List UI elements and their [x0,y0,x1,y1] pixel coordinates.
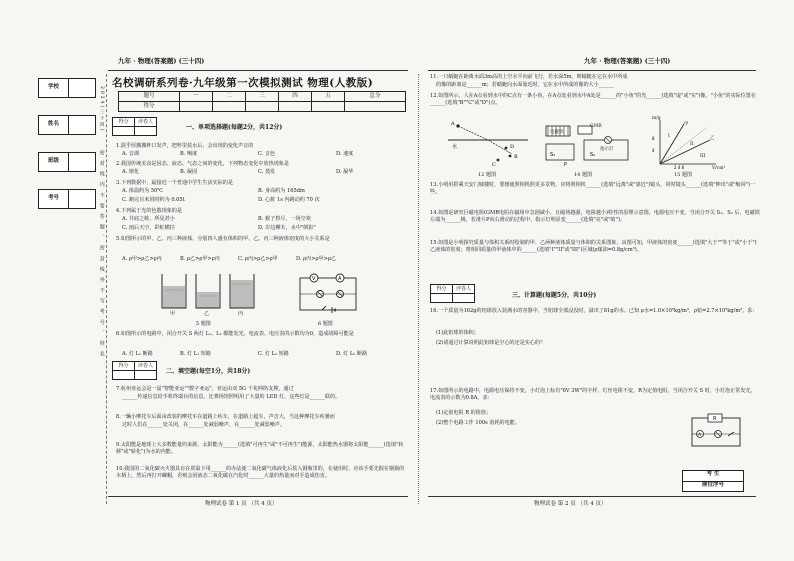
fig14-gmr-label: GMR [590,124,602,129]
question-11-cont: 的像的距离是______m；若蜻蜓向水面靠近时，它在水中所成的像的大小______ [436,82,615,88]
score-header-cell: 总分 [345,92,406,102]
question-5: 5.如图所示的甲、乙、丙三种液体，分别四人盛有体积的甲、乙、丙三种液体密度的大小关系是 [116,236,330,242]
q1-option-c: C. 音色 [258,151,276,157]
grader-score-cell[interactable] [113,127,135,136]
q4-option-a: A. 井底之蛙，所见甚小 [122,216,175,222]
svg-text:D: D [510,144,515,150]
question-16-part-1: (1)此铝球的体积； [436,330,479,336]
q3-option-a: A. 体温约为 50℃ [122,188,164,194]
header-rule-left [108,70,408,71]
beaker-yi [196,274,220,308]
q4-option-b: B. 猴子捞月，一场空欢 [258,216,311,222]
score-cell[interactable] [212,102,245,112]
question-6: 6.如图所示的电路中，闭合开关 S 两灯 L₁、L₂ 都能发光，电流表、电压表的示数均为0，造成故障可能是 [116,331,354,337]
figure-14-gmr-circuit [544,122,634,168]
beaker-jia [162,274,186,308]
score-header-cell: 五 [312,92,345,102]
svg-text:8: 8 [652,136,655,141]
q2-option-a: A. 熔化 [122,169,140,175]
school-label: 学校 [39,79,69,97]
fig15-series-jia: 甲 [684,122,689,127]
score-cell[interactable] [245,102,278,112]
q5-option-d: D. ρ丙>ρ甲>ρ乙 [296,256,336,262]
figure-12-caption: 12 题图 [478,172,496,178]
q1-option-a: A. 音调 [122,151,140,157]
fig15-region-1: I [668,134,670,139]
name-box[interactable] [38,115,96,135]
q2-option-c: C. 蒸发 [258,169,276,175]
svg-text:R: R [713,416,717,422]
grader-name-label: 评卷人 [453,285,475,294]
question-9: 9.太阳能是地球上大多数能量的来源，太阳能为______(选填"可再生"或"不可再生")能源，太阳能热水器将太阳能______(选填"转移"或"转化")为水的内能。 [116,442,404,455]
figure-17-circuit [690,412,744,452]
score-header-cell: 四 [279,92,312,102]
footer-rule-right [428,496,756,497]
q3-option-b: B. 身高约为 165dm [258,188,305,194]
svg-text:S₁: S₁ [550,152,556,158]
grader-name-cell[interactable] [135,371,157,380]
question-12: 12.如图所示，人在A点看到水中的C点有一条小鱼，在A点处看到水中A处是______的"小鱼"的光______(选填"虚"或"实")像，"小鱼"的实际位置在______(选填"B""C"或"D")点。 [430,93,756,106]
q2-option-b: B. 凝固 [180,169,198,175]
beaker-label-bing: 丙 [238,311,244,317]
section-1-heading: 一、单项选择题(每题2分，共12分) [186,124,283,131]
class-box[interactable] [38,152,96,172]
fig14-electromagnet-label: 电磁铁 [550,130,564,135]
q4-option-d: D. 岸边柳木，水中"倒影" [258,225,316,231]
score-cell[interactable] [312,102,345,112]
q4-option-c: C. 雨后天空，彩虹横挂 [122,225,175,231]
section-3-heading: 三、计算题(每题5分，共10分) [512,292,597,299]
question-16-part-2: (2)请通过计算说明此铝球是空心的还是实心的？ [436,340,546,346]
grader-name-cell[interactable] [453,294,475,303]
section-2-heading: 二、填空题(每空1分，共18分) [166,368,251,375]
seat-number-label: 座位序号 [701,482,724,488]
grader-box-2 [112,361,157,380]
answer-area-16[interactable] [436,350,756,384]
right-page-footer: 物理试卷 第 2 页 （共 4 页） [534,501,607,507]
question-13: 13.小明用搭乘天安门城楼时，要想使照相机照更多景物，应将照相机______(选填"远离"或"靠近")镜头，同时镜头______(选填"伸出"或"缩回")一些。 [430,182,756,195]
question-3: 3.下列数据中，最接近一个普通中学生生活实际的是 [116,180,233,186]
figure-12-refraction [448,120,530,168]
svg-text:A: A [338,276,342,282]
beaker-label-jia: 甲 [170,311,176,317]
q3-option-d: D. 心脏 1s 内跳动约 70 次 [258,197,320,203]
beaker-bing [230,274,254,308]
name-label: 姓名 [39,116,69,134]
q6-option-c: C. 灯 L₂ 短路 [258,351,289,357]
svg-text:P: P [564,162,568,168]
q3-option-c: C. 跑完百米用时约为 0.05t [122,197,185,203]
svg-text:B: B [514,154,518,160]
grader-score-label: 得分 [113,118,135,127]
figure-6-circuit [296,272,362,318]
svg-text:A: A [451,121,455,127]
figure-5-caption: 5 题图 [196,321,211,327]
answer-area-17[interactable] [436,430,676,464]
figure-15-caption: 15 题图 [674,172,692,178]
question-10: 10.我国的二氧化碳灭火器具有在常温下用______的办法使二氧化碳气体液化后装入钢瓶里的，在使用时，应该手要先握在钢瓶的木柄上，然后再打开螺帽，否则会因液态二氧化碳在汽化时______大量的热量而对手造成伤害。 [116,466,405,479]
q1-option-d: D. 速度 [336,151,354,157]
grader-box-3 [430,284,475,303]
grader-score-label: 得分 [431,285,453,294]
q1-option-b: B. 响度 [180,151,198,157]
left-page-header: 九年 · 物理(答案题) (三十四) [118,57,205,65]
grader-score-cell[interactable] [431,294,453,303]
q6-option-b: B. 灯 L₁ 短路 [180,351,211,357]
svg-text:4: 4 [652,148,655,153]
question-2: 2.我国传统美食是因态、液态、气态之间的变化，下列物态变化中放热现象是 [116,161,289,167]
switch-icon [322,306,326,310]
score-header-cell: 题号 [119,92,180,102]
figure-14-caption: 14 题图 [574,172,592,178]
beaker-label-yi: 乙 [204,311,210,317]
fig15-series-yi: 乙 [710,136,715,141]
q6-option-d: D. 灯 L₂ 断路 [336,351,368,357]
score-cell[interactable] [345,102,406,112]
footer-rule-left [108,496,408,497]
figure-6-caption: 6 题图 [318,321,333,327]
q6-option-a: A. 灯 L₁ 断路 [122,351,153,357]
grader-score-label: 得分 [113,362,135,371]
exam-number-box[interactable] [38,189,96,209]
question-1: 1.混乎厚搬搬杯口发声，把杯里装水后，会出现的变化声音的 [116,143,254,149]
school-box[interactable] [38,78,96,98]
fig15-x-label: V/cm³ [712,166,726,171]
candidate-label: 考 生 [683,471,743,482]
left-page-footer: 物理试卷 第 1 页 （共 4 页） [205,501,278,507]
score-header-cell: 一 [179,92,212,102]
svg-text:C: C [492,162,496,168]
grader-score-cell[interactable] [113,371,135,380]
right-page-header: 九年 · 物理(答案题) (三十四) [584,57,671,65]
svg-text:水: 水 [452,144,458,150]
svg-text:S₂: S₂ [590,152,596,158]
fig15-y-label: m/g [652,116,661,121]
q2-option-d: D. 凝华 [336,169,354,175]
question-8-cont: 过时人们在______处关闭，在______处减弱噪声，在______处减弱噪声。 [122,422,286,428]
question-16: 16.一个质量为162g的铝球放入装满水的容器中，当铝球全部浸没时，溢出了81g的水。已知 ρ水=1.0×10³kg/m³，ρ铝=2.7×10³kg/m³。求： [430,308,758,314]
candidate-seat-box[interactable] [682,470,744,492]
score-header-cell: 三 [245,92,278,102]
question-15: 15.如图是小明探究质量与体积关系时绘制的甲、乙两种液体质量与体积的关系图象，由图可知，甲液体的密度______(选填"大于""等于"或"小于")乙液体的密度；将相同质量的甲液体中的______(选填"I""II"或"III")区域(ρ煤油=0.8g/cm³)。 [430,240,757,253]
fig15-region-2: II [690,142,694,147]
grader-name-label: 评卷人 [135,118,157,127]
score-table [118,91,406,112]
vertical-code: 2024(三十四) [99,86,105,133]
fig15-region-3: III [700,154,706,159]
question-17: 17.如图所示的电路中，电源电压保持不变，小灯泡上标有"6V 3W"的字样，灯丝电阻不变，R为定值电阻。当闭合开关 S 时，小灯泡正常发光，电流表的示数为0.8A。求： [430,388,756,401]
score-header-cell: 二 [212,92,245,102]
question-11: 11.一只蜻蜓在距离水面3m高的上空水平向前飞行，若水深5m，则蜻蜓在它在水中所成 [430,74,628,80]
grader-name-label: 评卷人 [135,362,157,371]
question-8: 8.一辆小摩托车后面由改装的摩托车在道路上疾车，在道路上超车，声音大，当这种摩托车疾驰而 [116,414,335,420]
seal-line [106,74,107,504]
question-17-part-2: (2)整个电路工作 100s 消耗的电能。 [436,420,520,426]
question-4: 4.下列属于光的色散现象的是 [116,208,182,214]
score-cell[interactable] [279,102,312,112]
score-row-label: 得分 [119,102,180,112]
question-7: 7.杭州亚运会是一届"智能亚运""数字亚运"，亚运由双 5G 千兆网络支撑，通过 [116,386,294,392]
fig14-lamp-label: 指示灯 [600,147,614,152]
svg-text:2 4 6: 2 4 6 [674,165,685,170]
grader-name-cell[interactable] [135,127,157,136]
grader-box-1 [112,117,157,136]
header-rule-right [428,70,756,71]
q5-option-a: A. ρ甲>ρ乙>ρ丙 [122,256,162,262]
question-7-cont: ______传递信息给手机终端台的信息，比赛场馆照明用了大量的 LED 灯，这些灯是______联的。 [122,394,341,400]
question-17-part-1: (1)定值电阻 R 的阻值； [436,410,492,416]
page-divider [418,74,419,504]
svg-text:V: V [312,276,316,282]
svg-text:A: A [698,433,702,438]
seal-line-notice: 密 封 线 内 不 要 答 题 、 密 封 线 外 不 写 考 号 、 姓 名 [98,150,105,359]
q5-option-b: B. ρ乙>ρ甲>ρ丙 [180,256,220,262]
exam-title: 名校调研系列卷·九年级第一次模拟测试 物理(人教版) [112,77,374,89]
class-label: 班级 [39,153,69,171]
score-cell[interactable] [179,102,212,112]
question-14: 14.如图是研究巨磁电阻(GMR电阻在磁场中急剧减小，且磁场越强，电阻越小)特性的原理示意图，电源电压不变，当闭合开关 S₁、S₂ 后，电磁铁左端为______极，若滑片P向右滑动的过程中，指示灯明显变______(选填"亮"或"暗")。 [430,210,760,223]
exam-number-label: 考号 [39,190,69,208]
fish-point-c [497,159,500,162]
q5-option-c: C. ρ丙>ρ乙>ρ甲 [238,256,278,262]
